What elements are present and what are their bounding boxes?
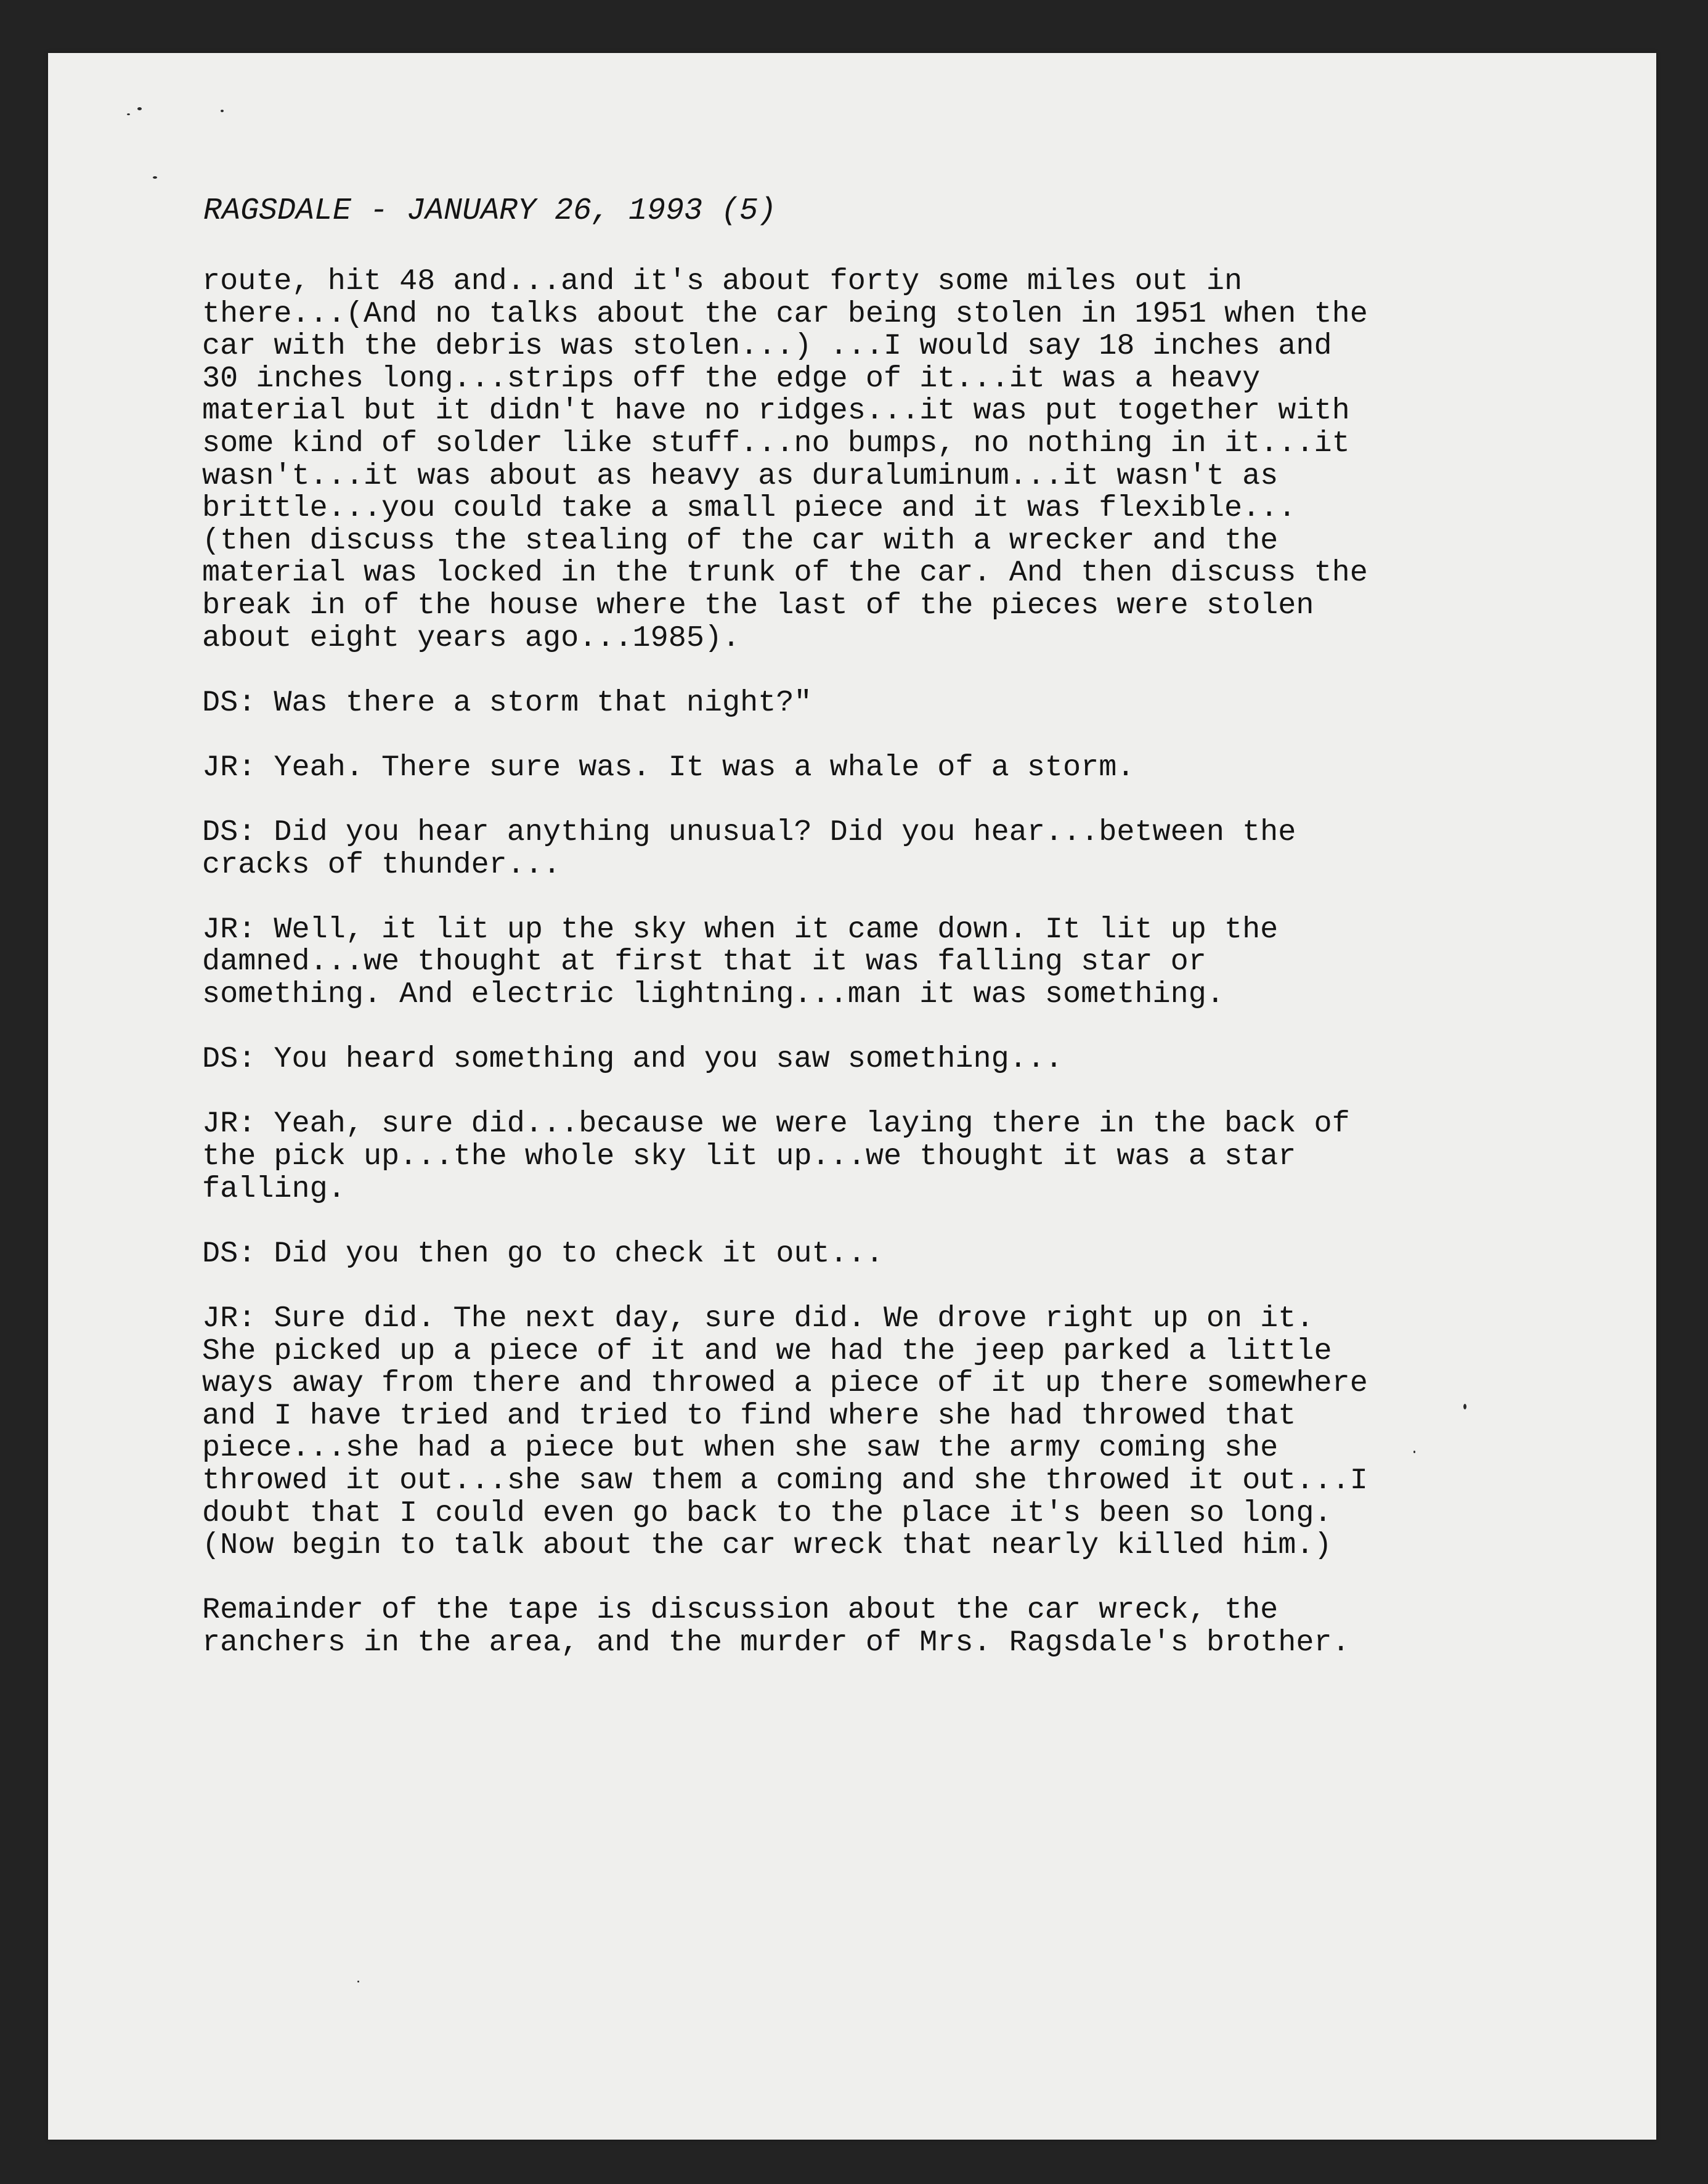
- transcript-paragraph-jr-storm: JR: Yeah. There sure was. It was a whale of a storm.: [202, 750, 1135, 784]
- scan-speck: [153, 176, 157, 179]
- transcript-paragraph-ds-heard: DS: You heard something and you saw something...: [202, 1042, 1063, 1077]
- transcript-paragraph-jr-next-day: JR: Sure did. The next day, sure did. We drove right up on it. She picked up a piece of it and we had the jeep parked a little ways away from there and throwed a piece of it up there somewhere and I have tried and tried to find where she had throwed that piece...she had a piece but when she saw the army coming she throwed it out...she saw them a coming and she throwed it out...I doubt that I could even go back to the place it's been so long. (Now begin to talk about the car wreck that nearly killed him.): [202, 1302, 1368, 1563]
- transcript-paragraph-ds-storm: DS: Was there a storm that night?": [202, 685, 812, 720]
- transcript-body: [202, 266, 1619, 1660]
- scan-speck: [127, 113, 130, 115]
- transcript-paragraph-intro: route, hit 48 and...and it's about forty some miles out in there...(And no talks about the car being stolen in 1951 when the car with the debris was stolen...) ...I would say 18 inches and 30 inches long...strips off the edge of it...it was a heavy material but it didn't have no ridges...it was put together with some kind of solder like stuff...no bumps, no nothing in it...it wasn't...it was about as heavy as duraluminum...it wasn't as brittle...you could take a small piece and it was flexible... (then discuss the stealing of the car with a wrecker and the material was locked in the trunk of the car. And then discuss the break in of the house where the last of the pieces were stolen about eight years ago...1985).: [202, 264, 1368, 655]
- document-page: [48, 53, 1656, 2140]
- transcript-paragraph-remainder: Remainder of the tape is discussion about the car wreck, the ranchers in the area, and the murder of Mrs. Ragsdale's brother.: [202, 1593, 1350, 1660]
- scan-speck: [221, 110, 224, 112]
- transcript-paragraph-ds-hear: DS: Did you hear anything unusual? Did you hear...between the cracks of thunder...: [202, 815, 1296, 882]
- transcript-paragraph-jr-lit-up: JR: Well, it lit up the sky when it came down. It lit up the damned...we thought at first that it was falling star or something. And electric lightning...man it was something.: [202, 912, 1279, 1012]
- scan-speck: [137, 107, 142, 110]
- transcript-paragraph-jr-sure: JR: Yeah, sure did...because we were laying there in the back of the pick up...the whole sky lit up...we thought it was a star falling.: [202, 1107, 1350, 1206]
- page-header: RAGSDALE - JANUARY 26, 1993 (5): [203, 194, 777, 229]
- scan-speck: [357, 1981, 359, 1982]
- transcript-paragraph-ds-check: DS: Did you then go to check it out...: [202, 1236, 884, 1271]
